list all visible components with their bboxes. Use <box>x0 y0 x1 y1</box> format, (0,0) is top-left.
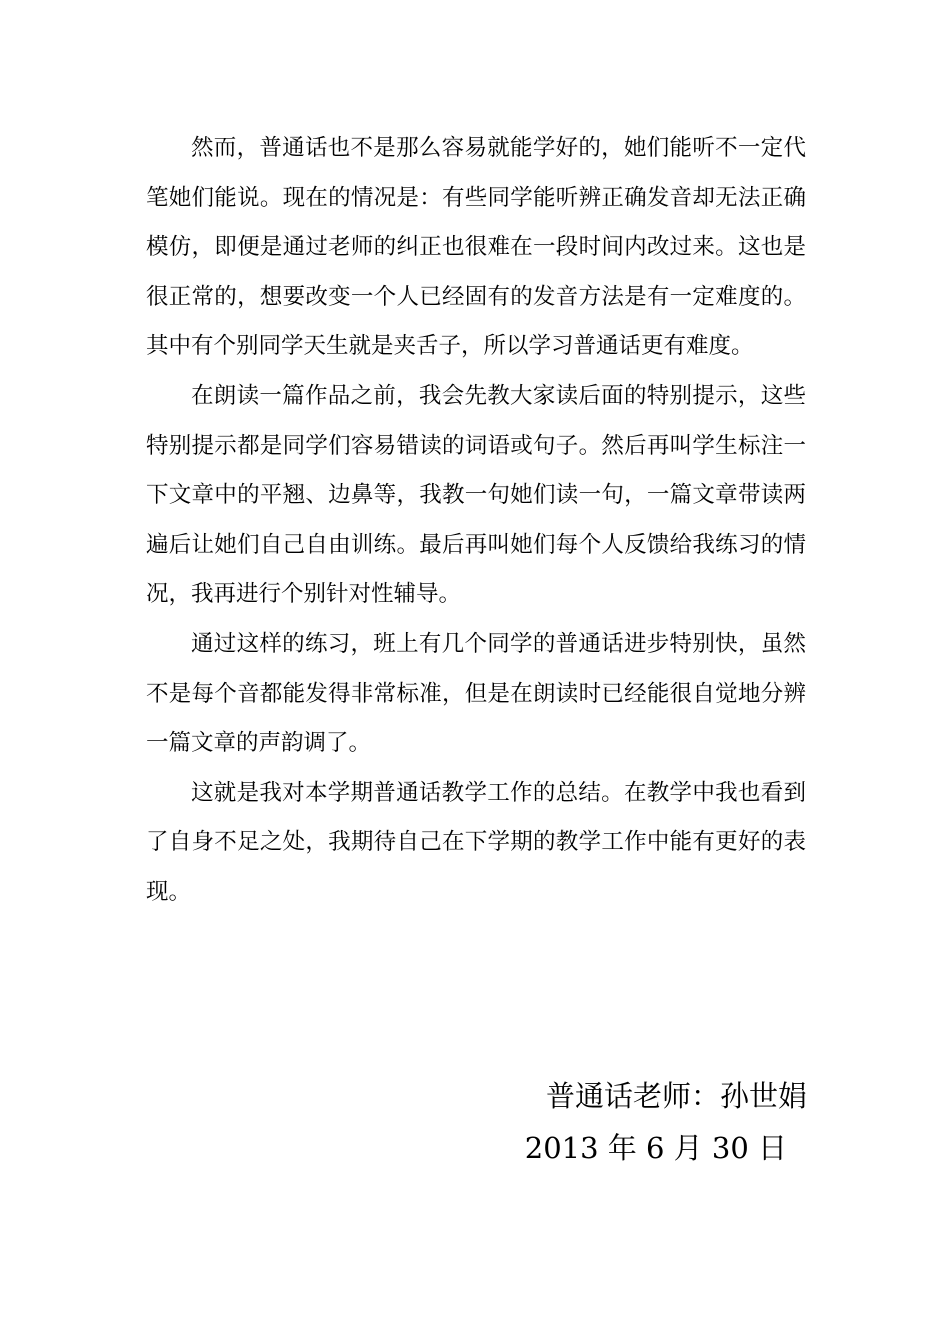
paragraph-1: 然而，普通话也不是那么容易就能学好的，她们能听不一定代笔她们能说。现在的情况是：有些同学能听辨正确发音却无法正确模仿，即便是通过老师的纠正也很难在一段时间内改过来。这也是很正常的，想要改变一个人已经固有的发音方法是有一定难度的。其中有个别同学天生就是夹舌子，所以学习普通话更有难度。 <box>146 135 806 360</box>
signature-block <box>407 1070 807 1174</box>
paragraph-3: 通过这样的练习，班上有几个同学的普通话进步特别快，虽然不是每个音都能发得非常标准，但是在朗读时已经能很自觉地分辨一篇文章的声韵调了。 <box>146 630 806 757</box>
signature-date: 2013 年 6 月 30 日 <box>524 1131 787 1165</box>
body-text <box>146 124 806 918</box>
paragraph-2: 在朗读一篇作品之前，我会先教大家读后面的特别提示，这些特别提示都是同学们容易错读的词语或句子。然后再叫学生标注一下文章中的平翘、边鼻等，我教一句她们读一句，一篇文章带读两遍后让她们自己自由训练。最后再叫她们每个人反馈给我练习的情况，我再进行个别针对性辅导。 <box>146 382 806 608</box>
paragraph-4: 这就是我对本学期普通话教学工作的总结。在教学中我也看到了自身不足之处，我期待自己在下学期的教学工作中能有更好的表现。 <box>146 779 806 905</box>
signature-author: 普通话老师：孙世娟 <box>545 1079 807 1113</box>
